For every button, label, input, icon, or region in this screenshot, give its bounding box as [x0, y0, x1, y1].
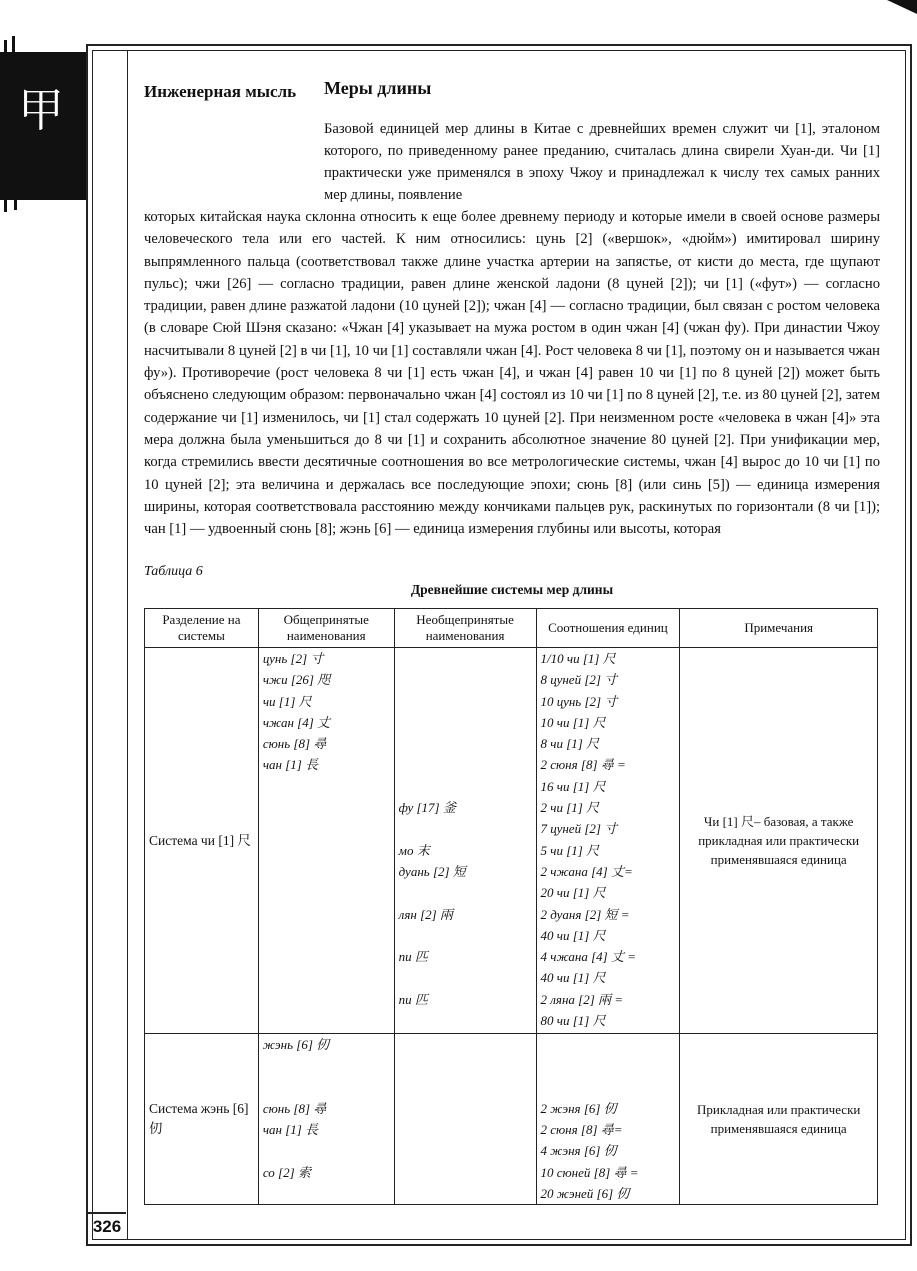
list-item: сюнь [8] 尋	[262, 736, 327, 752]
list-item: фу [17] 釜	[398, 800, 456, 816]
list-item: 20 жэней [6] 仞	[540, 1186, 630, 1202]
corner-mark	[887, 0, 917, 14]
table-label: Таблица 6	[144, 564, 203, 579]
list-item: 16 чи [1] 尺	[540, 778, 606, 794]
list-item: 4 жэня [6] 仞	[540, 1143, 617, 1159]
header-cell: Общепринятые наименования	[258, 609, 394, 648]
list-item: чжан [4] 丈	[262, 714, 331, 730]
list-item: 20 чи [1] 尺	[540, 885, 606, 901]
list-item: 8 чи [1] 尺	[540, 736, 600, 752]
tab-tick	[4, 200, 7, 212]
list-item: 10 чи [1] 尺	[540, 714, 606, 730]
margin-line	[127, 50, 128, 1240]
list-item: 10 цунь [2] 寸	[540, 693, 618, 709]
list-item: 2 чи [1] 尺	[540, 800, 600, 816]
list-item: пи 匹	[398, 991, 428, 1007]
list-item: 1/10 чи [1] 尺	[540, 651, 616, 666]
common-names-cell	[258, 648, 394, 1034]
list-item: 5 чи [1] 尺	[540, 842, 600, 858]
system-label: Система жэнь [6] 仞	[149, 1101, 249, 1137]
chapter-tab	[0, 52, 86, 200]
list-item: чи [1] 尺	[262, 693, 312, 709]
list-item: чан [1] 長	[262, 1122, 319, 1138]
table-row	[145, 648, 878, 1034]
list-item: 10 сюней [8] 尋 =	[540, 1164, 639, 1180]
list-item: сюнь [8] 尋	[262, 1100, 327, 1116]
system-cell	[145, 1034, 259, 1205]
header-cell: Примечания	[680, 609, 878, 648]
tab-tick	[12, 36, 15, 52]
list-item: цунь [2] 寸	[262, 651, 324, 666]
list-item: жэнь [6] 仞	[262, 1037, 330, 1052]
list-item: 80 чи [1] 尺	[540, 1013, 606, 1029]
list-item: 2 дуаня [2] 短 =	[540, 906, 630, 922]
system-label: Система чи [1] 尺	[149, 832, 251, 848]
ratios-cell	[536, 648, 680, 1034]
note-cell	[680, 648, 878, 1034]
table-title: Древнейшие системы мер длины	[410, 582, 614, 597]
common-names-cell	[258, 1034, 394, 1205]
intro-paragraph: Базовой единицей мер длины в Китае с древнейших времен служит чи [1], эталоном которого, по приведенному ранее преданию, считалась длина свирели Хуан-ди. Чи [1] практически уже применялся в эпоху Чжоу и принадлежал к числу тех самых ранних мер длины, появление	[324, 121, 880, 203]
table-row	[145, 1034, 878, 1205]
tab-tick	[4, 40, 7, 52]
list-item: 40 чи [1] 尺	[540, 970, 606, 986]
list-item: 40 чи [1] 尺	[540, 927, 606, 943]
system-cell	[145, 648, 259, 1034]
header-cell: Разделение на системы	[145, 609, 259, 648]
list-item: 7 цуней [2] 寸	[540, 821, 618, 837]
units-table	[144, 608, 878, 1205]
header-cell: Необщепринятые наименования	[394, 609, 536, 648]
list-item: 2 ляна [2] 兩 =	[540, 991, 624, 1007]
header-cell: Соотношения единиц	[536, 609, 680, 648]
list-item: чан [1] 長	[262, 757, 319, 773]
chapter-glyph: 甲	[18, 83, 64, 137]
ratios-cell	[536, 1034, 680, 1205]
uncommon-names-cell	[394, 648, 536, 1034]
table-header-row	[145, 609, 878, 648]
note-cell	[680, 1034, 878, 1205]
list-item: 2 чжана [4] 丈=	[540, 863, 633, 879]
uncommon-names-cell	[394, 1034, 536, 1205]
list-item: лян [2] 兩	[398, 906, 453, 922]
list-item: 2 сюня [8] 尋=	[540, 1122, 623, 1138]
list-item: 8 цуней [2] 寸	[540, 672, 618, 688]
page-heading: Меры длины	[324, 78, 432, 98]
list-item: 2 сюня [8] 尋 =	[540, 757, 626, 773]
note-text: Прикладная или практически применявшаяся единица	[697, 1102, 861, 1137]
page-number: 326	[88, 1212, 126, 1240]
body-paragraph: которых китайская наука склонна относить к еще более древнему периоду и которые имели в своей основе размеры человеческого тела или его частей. К ним относились: цунь [2] («вершок», «дюйм») имитировал ширину выпрямленного пальца (соответствовал также длине участка артерии на запястье, от кисти до места, где щупают пульс); чжи [26] — согласно традиции, равен длине женской ладони (8 цуней [2]); чи [1] («фут») — согласно традиции, равен длине разжатой ладони (10 цуней [2]); чжан [4] — согласно традиции, был связан с ростом человека (в словаре Сюй Шэня сказано: «Чжан [4] указывает на мужа ростом в один чжан [4] (чжан фу). При династии Чжоу насчитывали 8 цуней [2] в чи [1], 10 чи [1] составляли чжан [4]. Рост человека 8 чи [1], поэтому он и называется чжан фу»). Противоречие (рост человека 8 чи [1] есть чжан [4], и чжан [4] равен 10 чи [1] по 8 цуней [2]) может быть объяснено следующим образом: первоначально чжан [4] состоял из 10 чи [1] по 8 цуней [2], т.е. из 80 цуней [2], затем содержание чи [1] изменилось, чи [1] стал содержать 10 цуней [2]. При неизменном росте «человека в чжан [4]» эта мера должна была уменьшиться до 8 чи [1] и сохранить абсолютное значение 80 цуней [2]. При унификации мер, когда стремились ввести десятичные соотношения во все метрологические системы, чжан [4] вырос до 10 чи [1] по 10 цуней [2]; эта величина и держалась все последующие эпохи; сюнь [8] (или синь [5]) — единица измерения ширины, которая соответствовала расстоянию между кончиками пальцев рук, раскинутых по горизонтали (8 чи [1]); чан [1] — удвоенный сюнь [8]; жэнь [6] — единица измерения глубины или высоты, которая	[144, 209, 880, 538]
section-title: Инженерная мысль	[144, 82, 297, 101]
tab-tick	[14, 200, 17, 210]
list-item: пи 匹	[398, 949, 428, 965]
list-item: дуань [2] 短	[398, 863, 466, 879]
list-item: со [2] 索	[262, 1164, 311, 1180]
list-item: мо 末	[398, 842, 430, 858]
note-text: Чи [1] 尺– базовая, а также прикладная или практически применявшаяся единица	[698, 814, 860, 867]
list-item: 2 жэня [6] 仞	[540, 1100, 617, 1116]
list-item: чжи [26] 咫	[262, 672, 331, 688]
list-item: 4 чжана [4] 丈 =	[540, 949, 636, 965]
